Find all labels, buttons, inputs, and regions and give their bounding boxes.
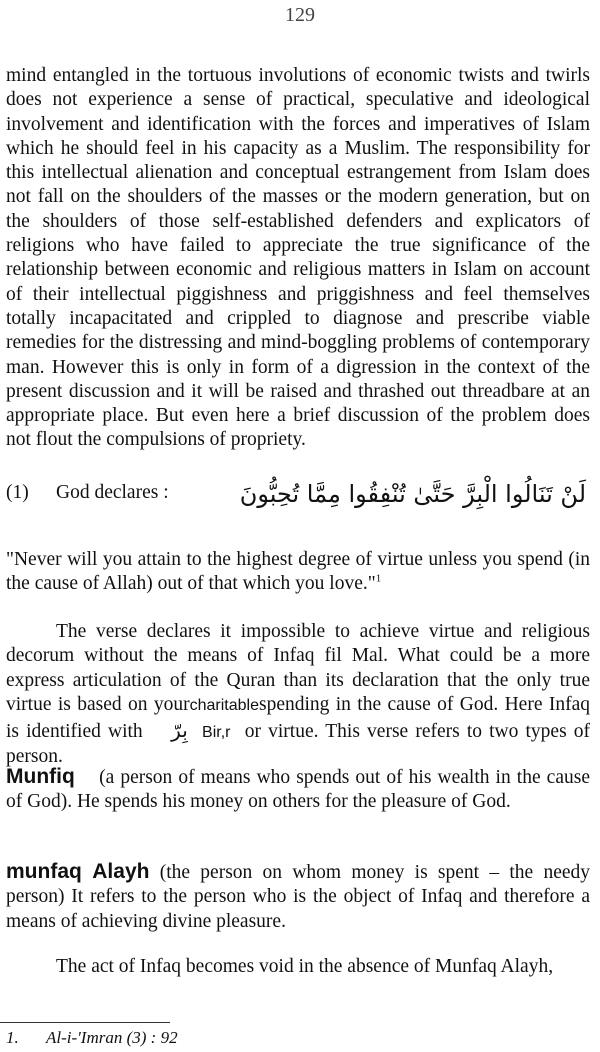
footnote-number: 1. xyxy=(6,1028,19,1047)
verse-intro: God declares : xyxy=(56,482,169,503)
p3-text-b: spending in the cause of God. Here Infaq is identified with xyxy=(6,693,590,743)
verse-number: (1) xyxy=(6,482,29,503)
arabic-verse: لَنْ تَنَالُوا الْبِرَّ حَتَّىٰ تُنْفِقُوا مِمَّا تُحِبُّونَ xyxy=(239,480,586,508)
munfiq-definition: (a person of means who spends out of his wealth in the cause of God). He spends his money on others for the pleasure of God. xyxy=(6,767,590,813)
paragraph-verse-explanation xyxy=(6,620,590,770)
paragraph-munfiq xyxy=(6,765,590,815)
term-munfaq-alayh: munfaq Alayh xyxy=(6,860,150,883)
verse-translation-text: "Never will you attain to the highest degree of virtue unless you spend (in the cause of Allah) out of that which you love." xyxy=(6,549,590,595)
p3-text-a: The verse declares it impossible to achieve virtue and religious decorum without the means of Infaq fil Mal. What could be a more express articulation of the Quran than its declaration that the only true virtue is based on your xyxy=(6,621,590,715)
p3-small-word: charitable xyxy=(189,696,259,714)
p3-text-d: or virtue. This verse refers to two types of person. xyxy=(6,721,591,768)
term-munfiq: Munfiq xyxy=(6,765,75,788)
verse-translation xyxy=(6,548,590,597)
page-number: 129 xyxy=(285,4,315,26)
paragraph-munfaq-alayh xyxy=(6,860,590,934)
footnote-ref: 1 xyxy=(375,572,382,585)
footnote-text: Al-i-'Imran (3) : 92 xyxy=(46,1028,178,1047)
paragraph-closing: The act of Infaq becomes void in the absence of Munfaq Alayh, xyxy=(56,956,554,977)
verse-line xyxy=(6,480,590,520)
footnote xyxy=(6,1028,178,1048)
arabic-bir: بِرّ xyxy=(171,718,188,743)
paragraph-intro: mind entangled in the tortuous involutions of economic twists and twirls does not experience a sense of practical, speculative and ideological involvement and identification with the forces and imperatives of Islam which he should feel in his capacity as a Muslim. The responsibility for this intellectual alienation and conceptual estrangement from Islam does not fall on the shoulders of the masses or the modern generation, but on the shoulders of those self-established defenders and explicators of religions who have failed to appreciate the true significance of the relationship between economic and religious matters in Islam on account of their intellectual piggishness and priggishness and feel themselves totally incapacitated and crippled to diagnose and prescribe viable remedies for the distressing and mind-boggling problems of contemporary man. However this is only in form of a digression in the context of the present discussion and it will be raised and thrashed out threadbare at an appropriate place. But even here a brief discussion of the problem does not flout the compulsions of propriety. xyxy=(6,65,590,451)
bir-transliteration: Bir,r xyxy=(202,724,231,742)
munfaq-alayh-definition: (the person on whom money is spent – the needy person) It refers to the person who is the object of Infaq and therefore a means of achieving divine pleasure. xyxy=(6,862,591,932)
footnote-divider xyxy=(0,1022,170,1023)
